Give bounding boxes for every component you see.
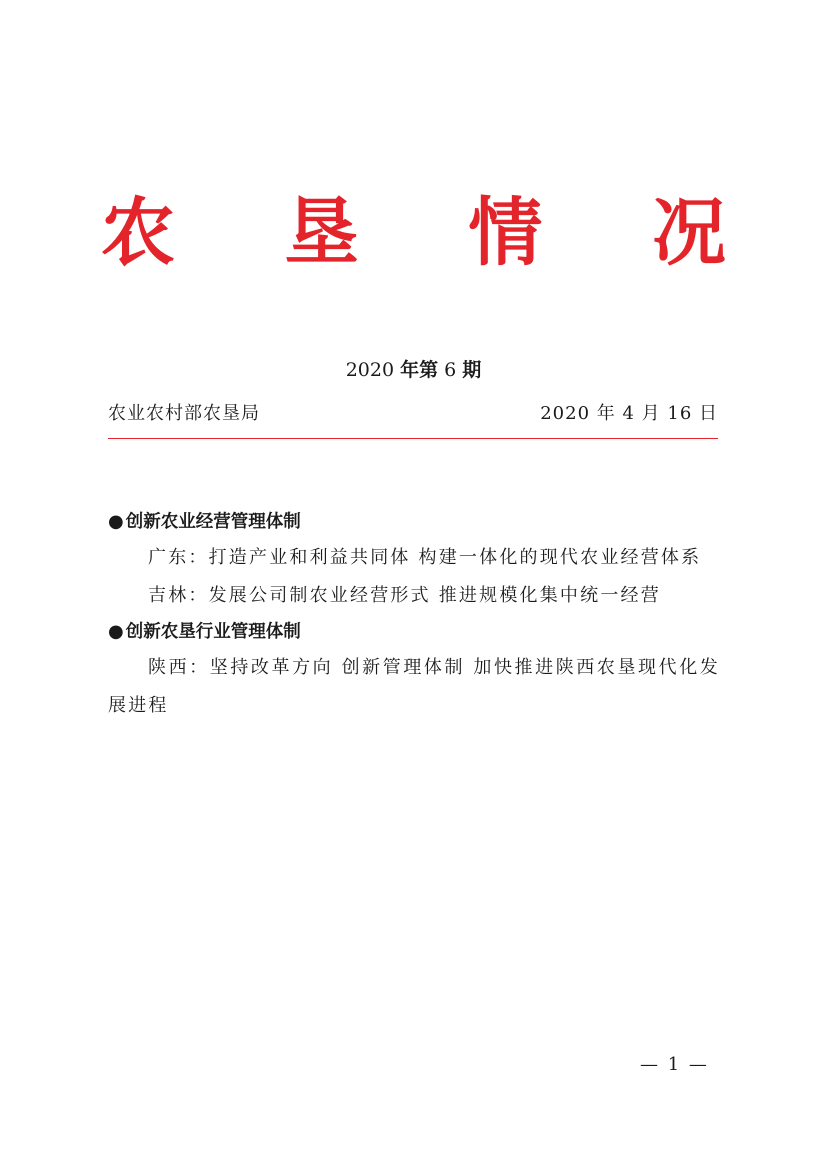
section-heading [108,615,720,649]
publisher: 农业农村部农垦局 [108,403,260,424]
bullet-icon: ● [108,621,124,642]
publish-date: 2020 年 4 月 16 日 [540,403,718,424]
toc-entry[interactable] [108,539,720,577]
issue-year: 2020 [345,359,395,381]
entry-separator: ： [188,585,209,606]
meta-row [108,401,718,427]
page-number: — 1 — [640,1054,709,1075]
toc-entry[interactable] [108,577,720,615]
section-heading-text: 创新农垦行业管理体制 [125,622,301,642]
entry-title: 坚持改革方向 创新管理体制 加快推进陕西农垦现代化发展进程 [108,657,720,716]
section-heading-text: 创新农业经营管理体制 [125,512,301,532]
table-of-contents [108,505,720,725]
section-heading [108,505,720,539]
entry-region: 陕西 [148,657,190,678]
entry-separator: ： [189,657,210,678]
issue-no: 6 [444,359,457,381]
entry-separator: ： [188,547,209,568]
issue-number [0,357,827,383]
toc-entry[interactable] [108,649,720,725]
bullet-icon: ● [108,511,124,532]
entry-title: 发展公司制农业经营形式 推进规模化集中统一经营 [208,585,661,606]
entry-region: 广东 [148,547,189,568]
issue-suffix: 期 [462,359,482,381]
header-divider [108,438,718,439]
entry-region: 吉林 [148,585,189,606]
masthead-title: 农 垦 情 况 [100,190,769,276]
issue-label: 年第 [400,359,439,381]
entry-title: 打造产业和利益共同体 构建一体化的现代农业经营体系 [208,547,702,568]
